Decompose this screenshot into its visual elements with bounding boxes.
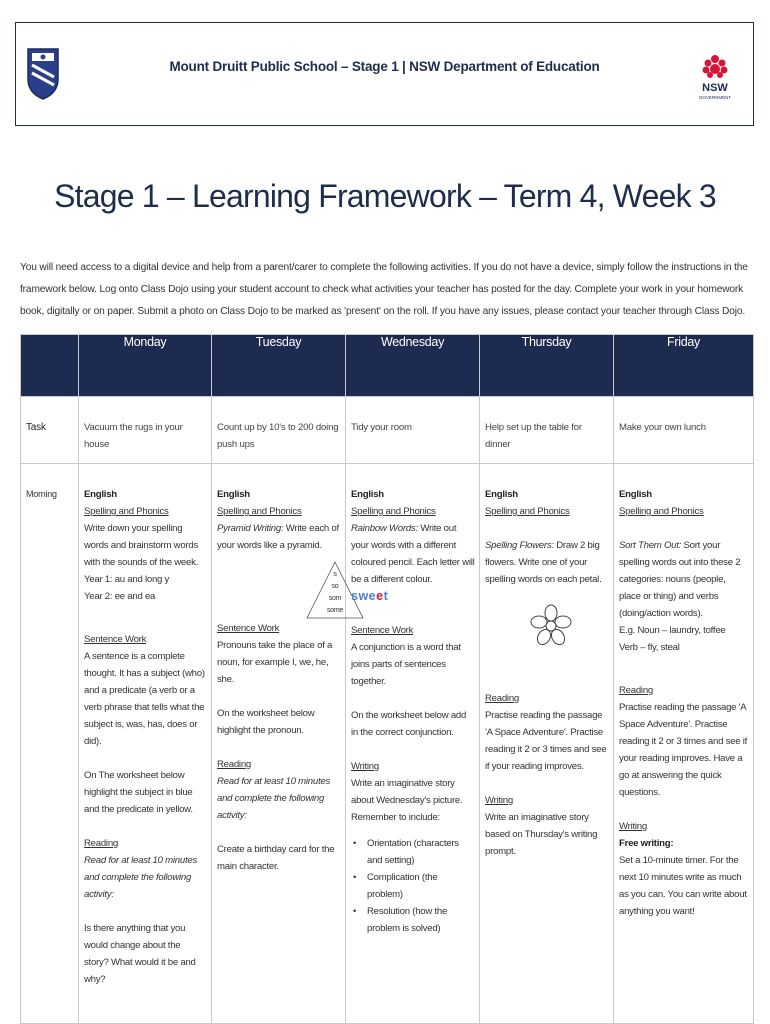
english-heading: English — [619, 489, 652, 500]
rainbow-words-label: Rainbow Words: — [351, 523, 418, 534]
day-header-wednesday: Wednesday — [346, 335, 480, 397]
flower-icon — [527, 602, 575, 650]
rainbow-words-instructions: Write out your words with a different coloured pencil. Each letter will be a different colour. — [351, 523, 475, 585]
pyramid-writing-label: Pyramid Writing: — [217, 523, 284, 534]
header-title: Mount Druitt Public School – Stage 1 | NSW Department of Education — [169, 59, 600, 74]
header-corner-cell — [21, 335, 79, 397]
worksheet-text: On the worksheet below highlight the pronoun. — [217, 708, 315, 736]
morning-tuesday-cell — [212, 464, 346, 1024]
sweet-part: swe — [351, 589, 377, 603]
task-friday: Make your own lunch — [614, 397, 754, 464]
day-header-monday: Monday — [79, 335, 212, 397]
day-header-thursday: Thursday — [480, 335, 614, 397]
sentence-work-heading: Sentence Work — [351, 625, 414, 636]
list-item: • Complication (the problem) — [367, 869, 475, 903]
sentence-text: Pronouns take the place of a noun, for example I, we, he, she. — [217, 640, 333, 685]
day-header-row — [21, 335, 754, 397]
learning-framework-table — [20, 334, 754, 1024]
sentence-text: A conjunction is a word that joins parts of sentences together. — [351, 642, 461, 687]
pyramid-line: some — [326, 607, 344, 614]
reading-text: Practise reading the passage 'A Space Adventure'. Practise reading it 2 or 3 times and see if your reading improves. Have a go at answering the quick questions. — [619, 702, 748, 798]
story-structure-list — [367, 835, 475, 937]
task-thursday: Help set up the table for dinner — [480, 397, 614, 464]
nsw-government-logo — [695, 49, 735, 105]
rainbow-word-example — [351, 588, 475, 605]
reading-heading: Reading — [619, 685, 653, 696]
morning-row-label: Morning — [21, 464, 79, 1024]
task-row — [21, 397, 754, 464]
sentence-work-heading: Sentence Work — [217, 623, 280, 634]
writing-heading: Writing — [619, 821, 647, 832]
english-heading: English — [485, 489, 518, 500]
spelling-text: Write down your spelling words and brainstorm words with the sounds of the week. — [84, 523, 199, 568]
spelling-heading: Spelling and Phonics — [619, 506, 704, 517]
task-wednesday: Tidy your room — [346, 397, 480, 464]
pyramid-line: so — [331, 583, 339, 590]
pyramid-line: s — [333, 571, 337, 578]
worksheet-text: On the worksheet below add in the correct conjunction. — [351, 710, 467, 738]
spelling-flowers-text — [485, 537, 609, 588]
spelling-flowers-instructions: Draw 2 big flowers. Write one of your spelling words on each petal. — [485, 540, 602, 585]
free-writing-label: Free writing: — [619, 838, 674, 849]
reading-text: Read for at least 10 minutes and complete the following activity: — [217, 776, 330, 821]
day-header-tuesday: Tuesday — [212, 335, 346, 397]
spelling-heading: Spelling and Phonics — [351, 506, 436, 517]
reading-heading: Reading — [217, 759, 251, 770]
spelling-heading: Spelling and Phonics — [485, 506, 570, 517]
reading-heading: Reading — [84, 838, 118, 849]
list-item: • Orientation (characters and setting) — [367, 835, 475, 869]
task-monday: Vacuum the rugs in your house — [79, 397, 212, 464]
sentence-text: A sentence is a complete thought. It has a subject (who) and a predicate (a verb or a verb phrase that tells what the subject is, was, has, does or did). — [84, 651, 205, 747]
morning-row — [21, 464, 754, 1024]
pyramid-illustration — [305, 560, 365, 620]
morning-thursday-cell — [480, 464, 614, 1024]
reading-text: Read for at least 10 minutes and complete the following activity: — [84, 855, 197, 900]
writing-text: Set a 10-minute timer. For the next 10 minutes write as much as you can. You can write about anything you want! — [619, 855, 747, 917]
morning-friday-cell — [614, 464, 754, 1024]
sort-them-out-text — [619, 537, 749, 622]
reading-heading: Reading — [485, 693, 519, 704]
english-heading: English — [84, 489, 117, 500]
morning-wednesday-cell — [346, 464, 480, 1024]
writing-heading: Writing — [351, 761, 379, 772]
verb-example: Verb – fly, steal — [619, 642, 680, 653]
reading-text: Practise reading the passage 'A Space Adventure'. Practise reading it 2 or 3 times and see if your reading improves. — [485, 710, 607, 772]
sentence-work-heading: Sentence Work — [84, 634, 147, 645]
sweet-part: t — [383, 589, 389, 603]
birthday-card-text: Create a birthday card for the main character. — [217, 844, 335, 872]
english-heading: English — [351, 489, 384, 500]
worksheet-text: On The worksheet below highlight the subject in blue and the predicate in yellow. — [84, 770, 193, 815]
pyramid-writing-text — [217, 520, 341, 554]
intro-paragraph: You will need access to a digital device and help from a parent/carer to complete the following activities. If you do not have a device, simply follow the instructions in the framework below. Log onto Class Dojo using your student account to check what activities your teacher has posted for the day. Complete your work in your homework book, digitally or on paper. Submit a photo on Class Dojo to be marked as 'present' on the roll. If you have any issues, please contact your teacher through Class Dojo. — [20, 262, 748, 317]
day-header-friday: Friday — [614, 335, 754, 397]
rainbow-words-text — [351, 520, 475, 588]
pyramid-line: som — [328, 595, 342, 602]
nsw-logo-subtext: GOVERNMENT — [698, 95, 732, 100]
spelling-flowers-label: Spelling Flowers: — [485, 540, 554, 551]
page-title: Stage 1 – Learning Framework – Term 4, Week 3 — [54, 178, 716, 214]
task-tuesday: Count up by 10's to 200 doing push ups — [212, 397, 346, 464]
sort-them-out-label: Sort Them Out: — [619, 540, 682, 551]
nsw-logo-text: NSW — [702, 82, 728, 94]
sort-them-out-instructions: Sort your spelling words out into these 2 categories: nouns (people, place or thing) and verbs (doing/action words). — [619, 540, 741, 619]
spelling-heading: Spelling and Phonics — [84, 506, 169, 517]
writing-text: Write an imaginative story about Wednesday's picture. Remember to include: — [351, 778, 463, 823]
year2-sounds: Year 2: ee and ea — [84, 591, 156, 602]
year1-sounds: Year 1: au and long y — [84, 574, 170, 585]
list-item: • Resolution (how the problem is solved) — [367, 903, 475, 937]
sweet-part: e — [376, 589, 384, 603]
writing-text: Write an imaginative story based on Thursday's writing prompt. — [485, 812, 598, 857]
morning-monday-cell — [79, 464, 212, 1024]
spelling-heading: Spelling and Phonics — [217, 506, 302, 517]
question-text: Is there anything that you would change about the story? What would it be and why? — [84, 923, 196, 985]
task-row-label: Task — [21, 397, 79, 464]
noun-example: E.g. Noun – laundry, toffee — [619, 625, 726, 636]
pyramid-writing-instructions: Write each of your words like a pyramid. — [217, 523, 339, 551]
writing-heading: Writing — [485, 795, 513, 806]
english-heading: English — [217, 489, 250, 500]
page-header — [15, 22, 754, 126]
